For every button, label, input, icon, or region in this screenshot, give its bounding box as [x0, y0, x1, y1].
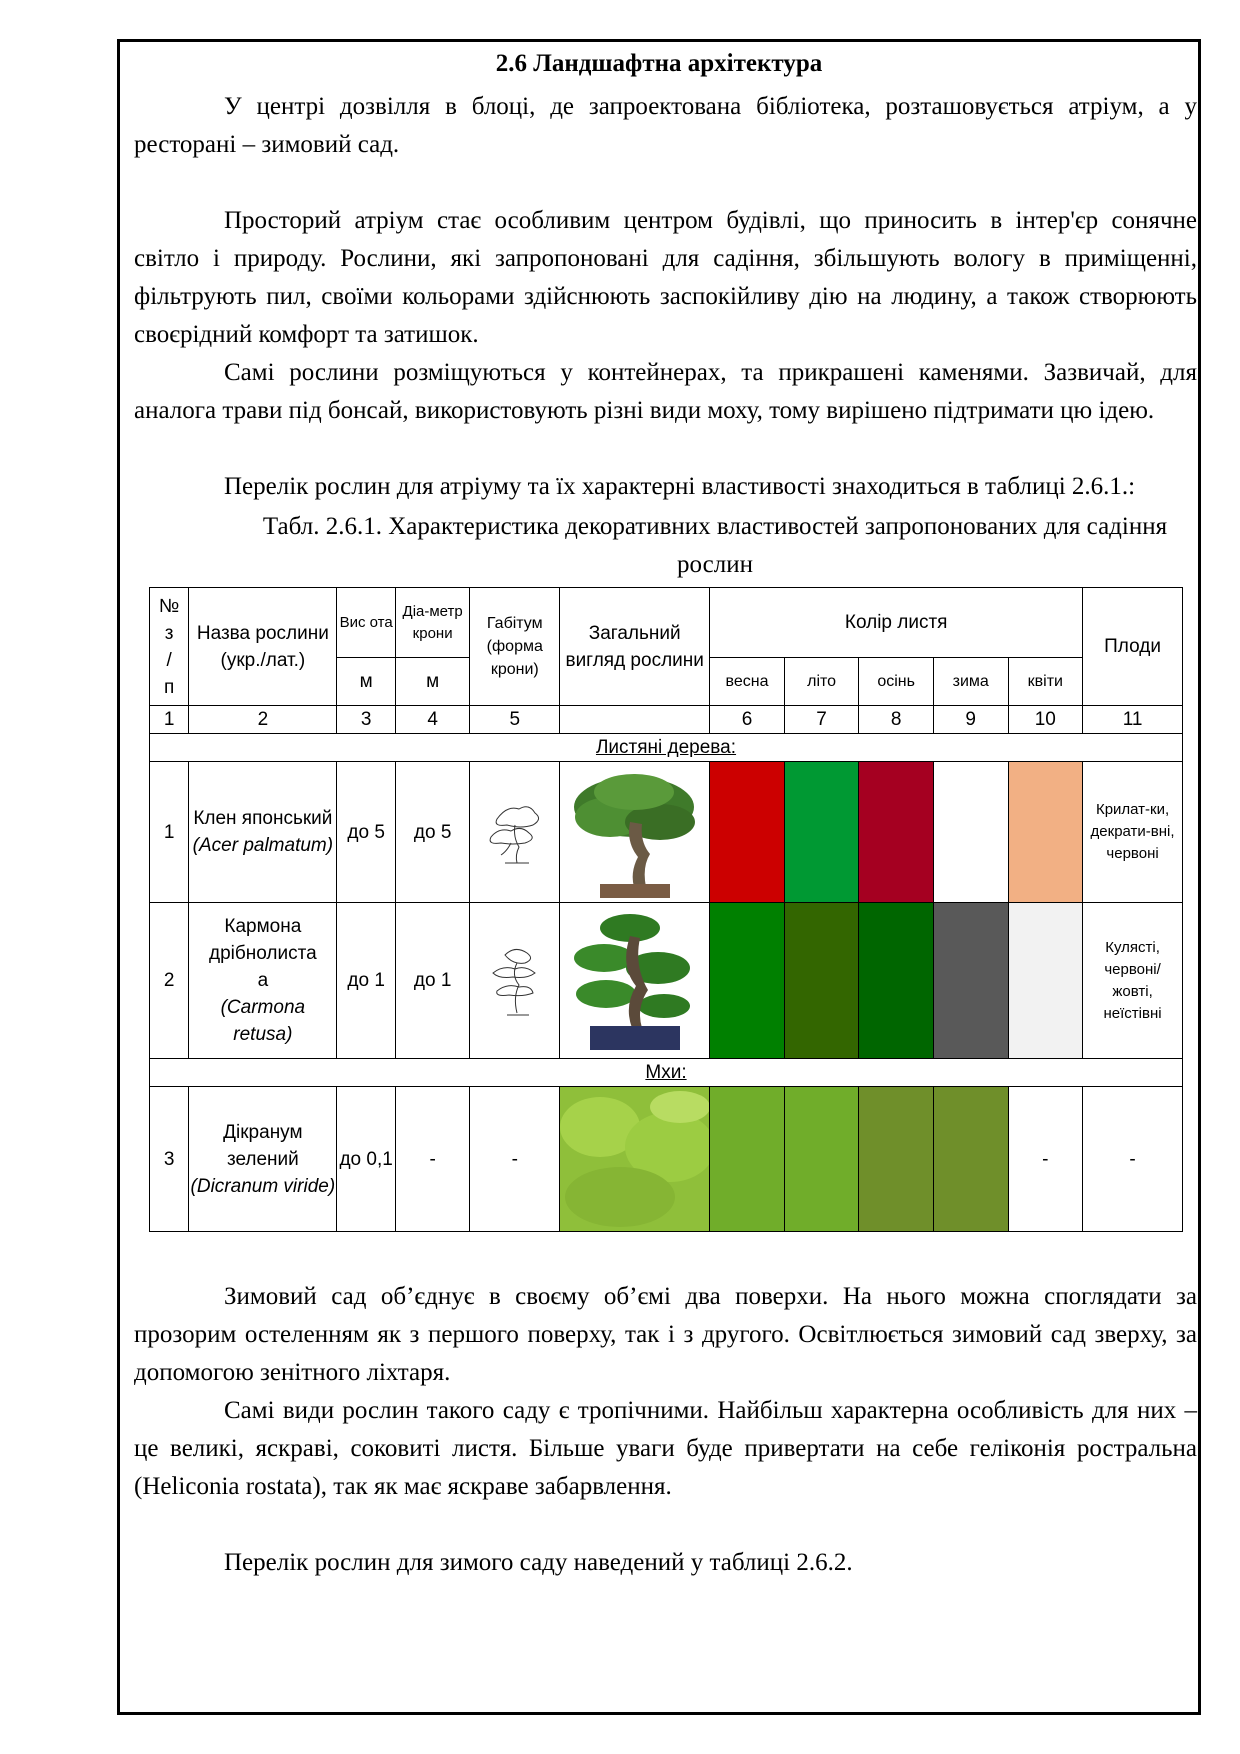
color-summer [784, 762, 859, 903]
tree-habit-icon [470, 762, 560, 903]
paragraph-4: Перелік рослин для атріуму та їх характерні властивості знаходиться в таблиці 2.6.1.: [224, 473, 1136, 500]
col-number [560, 706, 710, 734]
plant-height: до 1 [337, 903, 395, 1059]
col-number: 5 [470, 706, 560, 734]
plant-name [189, 903, 337, 1059]
color-autumn [859, 903, 934, 1059]
row-num: 2 [150, 903, 189, 1059]
table-row [150, 762, 1183, 903]
plant-diameter: до 1 [395, 903, 470, 1059]
plant-name [189, 1087, 337, 1232]
table-row [150, 1087, 1183, 1232]
col-number: 10 [1008, 706, 1083, 734]
color-winter [933, 762, 1008, 903]
col-number: 8 [859, 706, 934, 734]
header-winter: зима [933, 658, 1008, 706]
header-height-unit: м [337, 658, 395, 706]
col-number: 2 [189, 706, 337, 734]
color-spring [710, 762, 785, 903]
row-num: 1 [150, 762, 189, 903]
header-habit: Габітум (форма крони) [470, 588, 560, 706]
table-row [150, 903, 1183, 1059]
color-flowers [1008, 903, 1083, 1059]
color-autumn [859, 1087, 934, 1232]
moss-photo [560, 1087, 710, 1232]
plant-height: до 5 [337, 762, 395, 903]
plant-name-lat: (Dicranum viride) [190, 1175, 336, 1197]
plant-habit: - [470, 1087, 560, 1232]
section-moss: Мхи: [150, 1059, 1183, 1087]
plant-name-suffix: а [257, 970, 269, 991]
paragraph-2: Просторий атріум стає особливим центром будівлі, що приносить в інтер'єр сонячне світло і природу. Рослини, які запропоновані для садіння, збільшують вологу в приміщенні, фільтрують пил, своїми кольорами здійснюють заспокійливу дію на людину, а також створюють своєрідний комфорт та затишок. [134, 207, 1197, 348]
plant-flowers: - [1008, 1087, 1083, 1232]
header-spring: весна [710, 658, 785, 706]
paragraph-3: Самі рослини розміщуються у контейнерах, та прикрашені каменями. Зазвичай, для аналога трави під бонсай, використовують різні види моху, тому вирішено підтримати цю ідею. [134, 359, 1197, 424]
col-number: 11 [1083, 706, 1183, 734]
plant-fruits: - [1083, 1087, 1183, 1232]
color-winter [933, 903, 1008, 1059]
paragraph-6: Самі види рослин такого саду є тропічними. Найбільш характерна особливість для них – це великі, яскраві, соковиті листя. Більше уваги буде привертати на себе геліконія ростральна (Heliconia rostata), так як має яскраве забарвлення. [134, 1397, 1197, 1500]
plant-height: до 0,1 [337, 1087, 395, 1232]
plant-fruits: Кулясті, червоні/ жовті, неїстівні [1083, 903, 1183, 1059]
table-caption: Табл. 2.6.1. Характеристика декоративних властивостей запропонованих для садіння рослин [262, 513, 1168, 578]
section-heading: 2.6 Ландшафтна архітектура [495, 50, 823, 77]
page-frame [117, 39, 1201, 1715]
header-diameter: Діа-метр крони [395, 588, 470, 658]
plant-name-ua: Клен японський [193, 808, 333, 829]
row-num: 3 [150, 1087, 189, 1232]
plant-name-ua: Дікранум зелений [223, 1121, 303, 1170]
color-winter [933, 1087, 1008, 1232]
color-spring [710, 1087, 785, 1232]
header-view: Загальний вигляд рослини [560, 588, 710, 706]
header-num: № з / п [150, 588, 189, 706]
header-height: Вис ота [337, 588, 395, 658]
color-autumn [859, 762, 934, 903]
plant-name-ua: Кармона дрібнолиста [209, 916, 317, 964]
plant-diameter: до 5 [395, 762, 470, 903]
carmona-bonsai-photo [560, 903, 710, 1059]
paragraph-1: У центрі дозвілля в блоці, де запроектована бібліотека, розташовується атріум, а у ресторані – зимовий сад. [134, 93, 1197, 158]
plant-name [189, 762, 337, 903]
color-summer [784, 903, 859, 1059]
maple-bonsai-photo [560, 762, 710, 903]
header-autumn: осінь [859, 658, 934, 706]
header-flowers: квіти [1008, 658, 1083, 706]
tree-habit-icon [470, 903, 560, 1059]
header-fruits: Плоди [1083, 588, 1183, 706]
section-trees: Листяні дерева: [150, 734, 1183, 762]
plant-name-lat: (Carmona retusa) [220, 997, 306, 1045]
col-number: 1 [150, 706, 189, 734]
col-number: 7 [784, 706, 859, 734]
color-flowers [1008, 762, 1083, 903]
plant-name-lat: (Acer palmatum) [192, 835, 334, 856]
header-summer: літо [784, 658, 859, 706]
col-number: 4 [395, 706, 470, 734]
plants-table [149, 587, 1183, 1232]
plant-diameter: - [395, 1087, 470, 1232]
header-diameter-unit: м [395, 658, 470, 706]
header-name: Назва рослини (укр./лат.) [189, 588, 337, 706]
col-number: 3 [337, 706, 395, 734]
plant-fruits: Крилат-ки, декрати-вні, червоні [1083, 762, 1183, 903]
col-number: 6 [710, 706, 785, 734]
paragraph-7: Перелік рослин для зимого саду наведений у таблиці 2.6.2. [224, 1549, 853, 1576]
col-number: 9 [933, 706, 1008, 734]
paragraph-5: Зимовий сад об’єднує в своєму об’ємі два поверхи. На нього можна споглядати за прозорим остеленням як з першого поверху, так і з другого. Освітлюється зимовий сад зверху, за допомогою зенітного ліхтаря. [134, 1283, 1197, 1386]
header-leaf-color: Колір листя [710, 588, 1083, 658]
color-spring [710, 903, 785, 1059]
color-summer [784, 1087, 859, 1232]
